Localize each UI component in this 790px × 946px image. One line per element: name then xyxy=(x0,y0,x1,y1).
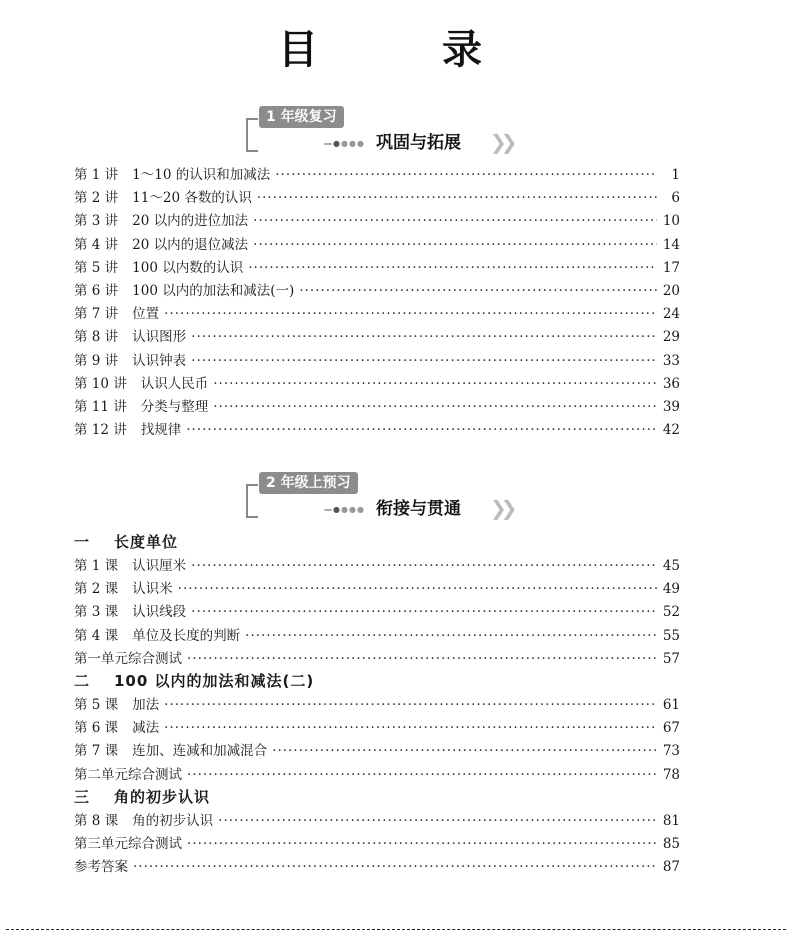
page-number: 85 xyxy=(662,835,680,852)
page-number: 14 xyxy=(662,236,680,253)
dots-decoration: —●●●● xyxy=(324,505,365,514)
toc-entry[interactable] xyxy=(74,832,680,855)
dot-leader xyxy=(164,306,657,322)
entry-label: 第 12 讲 xyxy=(74,422,127,439)
toc-entry[interactable] xyxy=(74,186,680,209)
double-chevron-right-icon: ❯❯ xyxy=(490,496,512,520)
entry-title: 角的初步认识 xyxy=(132,812,214,829)
toc-entry[interactable] xyxy=(74,739,680,762)
dot-leader xyxy=(275,167,657,183)
dot-leader xyxy=(178,581,657,597)
entry-title: 20 以内的退位减法 xyxy=(132,236,249,253)
unit-heading xyxy=(74,786,680,809)
toc-entry[interactable] xyxy=(74,325,680,348)
page-title: 目 录 xyxy=(278,27,524,73)
entry-title: 找规律 xyxy=(140,422,182,439)
toc-entry[interactable] xyxy=(74,372,680,395)
page-number: 49 xyxy=(662,581,680,598)
entry-label: 第 6 课 xyxy=(74,720,119,737)
toc-entry[interactable] xyxy=(74,855,680,878)
unit-number: 二 xyxy=(74,671,91,690)
page-number: 57 xyxy=(662,650,680,667)
entry-label: 第 8 课 xyxy=(74,812,119,829)
entry-title: 认识图形 xyxy=(132,329,187,346)
entry-label: 第 3 讲 xyxy=(74,213,119,230)
dot-leader xyxy=(191,558,657,574)
unit-title: 长度单位 xyxy=(114,533,179,551)
entry-label: 第 2 课 xyxy=(74,581,119,598)
entry-label: 第 5 课 xyxy=(74,696,119,713)
toc-entry[interactable] xyxy=(74,279,680,302)
page-number: 81 xyxy=(662,812,680,829)
entry-title: 第三单元综合测试 xyxy=(74,835,182,852)
toc-entry[interactable] xyxy=(74,395,680,418)
toc-entry[interactable] xyxy=(74,163,680,186)
section-subtitle: 衔接与贯通 xyxy=(376,499,461,519)
entry-title: 第二单元综合测试 xyxy=(74,766,182,783)
toc-entry[interactable] xyxy=(74,577,680,600)
unit-title: 角的初步认识 xyxy=(114,787,211,806)
dashed-divider xyxy=(6,929,786,930)
entry-title: 认识钟表 xyxy=(132,352,187,369)
page-number: 39 xyxy=(662,398,680,415)
dot-leader xyxy=(191,329,657,345)
entry-title: 位置 xyxy=(132,306,160,323)
page-number: 78 xyxy=(662,766,680,783)
page-number: 52 xyxy=(662,604,680,621)
section-header-grade1 xyxy=(244,106,524,158)
dot-leader xyxy=(257,190,657,206)
page-number: 29 xyxy=(662,329,680,346)
entry-title: 认识线段 xyxy=(132,604,187,621)
section-tag: 1 年级复习 xyxy=(259,106,344,128)
toc-entry[interactable] xyxy=(74,302,680,325)
toc-entry[interactable] xyxy=(74,418,680,441)
entry-title: 100 以内的加法和减法(一) xyxy=(132,282,295,299)
page-number: 67 xyxy=(662,720,680,737)
entry-title: 减法 xyxy=(132,720,160,737)
dot-leader xyxy=(186,422,657,438)
dot-leader xyxy=(299,283,657,299)
unit-heading xyxy=(74,531,680,554)
toc-entry[interactable] xyxy=(74,256,680,279)
page-number: 45 xyxy=(662,558,680,574)
dot-leader xyxy=(248,260,657,276)
dot-leader xyxy=(272,743,657,759)
entry-label: 第 7 讲 xyxy=(74,306,119,323)
entry-label: 第 6 讲 xyxy=(74,282,119,299)
entry-label: 第 5 讲 xyxy=(74,259,119,276)
dot-leader xyxy=(213,399,657,415)
dot-leader xyxy=(187,767,657,783)
dot-leader xyxy=(253,237,657,253)
toc-section-2 xyxy=(74,531,680,878)
dot-leader xyxy=(213,376,657,392)
entry-label: 第 4 讲 xyxy=(74,236,119,253)
page-number: 6 xyxy=(671,190,680,207)
page-number: 36 xyxy=(662,375,680,392)
toc-entry[interactable] xyxy=(74,209,680,232)
dot-leader xyxy=(187,836,657,852)
page-number: 73 xyxy=(662,743,680,760)
unit-heading xyxy=(74,670,680,693)
dot-leader xyxy=(191,604,657,620)
entry-title: 加法 xyxy=(132,696,160,713)
page-number: 20 xyxy=(662,282,680,299)
toc-entry[interactable] xyxy=(74,554,680,577)
entry-label: 第 9 讲 xyxy=(74,352,119,369)
page-number: 55 xyxy=(662,627,680,644)
toc-entry[interactable] xyxy=(74,716,680,739)
page-number: 33 xyxy=(662,352,680,369)
dot-leader xyxy=(191,353,657,369)
section-bracket xyxy=(246,118,258,152)
dot-leader xyxy=(187,651,657,667)
entry-label: 第 7 课 xyxy=(74,743,119,760)
toc-entry[interactable] xyxy=(74,763,680,786)
page-number: 10 xyxy=(662,213,680,230)
toc-entry[interactable] xyxy=(74,349,680,372)
entry-title: 1～10 的认识和加减法 xyxy=(132,167,271,183)
dot-leader xyxy=(253,213,657,229)
dot-leader xyxy=(133,859,657,875)
double-chevron-right-icon: ❯❯ xyxy=(490,130,512,154)
entry-label: 第 2 讲 xyxy=(74,190,119,207)
entry-title: 100 以内数的认识 xyxy=(132,259,244,276)
page-number: 17 xyxy=(662,259,680,276)
dot-leader xyxy=(245,628,657,644)
entry-label: 第 4 课 xyxy=(74,627,119,644)
entry-label: 第 1 课 xyxy=(74,558,119,574)
section-subtitle: 巩固与拓展 xyxy=(376,133,461,153)
entry-title: 分类与整理 xyxy=(140,398,209,415)
entry-title: 连加、连减和加减混合 xyxy=(132,743,268,760)
toc-entry[interactable] xyxy=(74,809,680,832)
entry-title: 认识米 xyxy=(132,581,173,598)
unit-title: 100 以内的加法和减法(二) xyxy=(114,671,315,690)
entry-title: 认识厘米 xyxy=(132,558,187,574)
entry-title: 第一单元综合测试 xyxy=(74,650,182,667)
section-header-grade2 xyxy=(244,472,524,524)
unit-number: 三 xyxy=(74,787,91,806)
toc-entry[interactable] xyxy=(74,233,680,256)
entry-title: 20 以内的进位加法 xyxy=(132,213,249,230)
entry-label: 第 3 课 xyxy=(74,604,119,621)
dot-leader xyxy=(218,813,657,829)
dot-leader xyxy=(164,697,657,713)
toc-entry[interactable] xyxy=(74,647,680,670)
page-number: 24 xyxy=(662,306,680,323)
entry-title: 单位及长度的判断 xyxy=(132,627,241,644)
entry-label: 第 10 讲 xyxy=(74,375,127,392)
toc-entry[interactable] xyxy=(74,624,680,647)
entry-title: 参考答案 xyxy=(74,859,128,876)
entry-label: 第 1 讲 xyxy=(74,167,119,183)
unit-number: 一 xyxy=(74,533,91,551)
entry-label: 第 8 讲 xyxy=(74,329,119,346)
entry-title: 认识人民币 xyxy=(140,375,209,392)
entry-title: 11～20 各数的认识 xyxy=(132,190,252,207)
toc-section-1 xyxy=(74,163,680,441)
entry-label: 第 11 讲 xyxy=(74,398,127,415)
page-number: 61 xyxy=(662,696,680,713)
page-number: 42 xyxy=(662,422,680,439)
toc-entry[interactable] xyxy=(74,600,680,623)
toc-entry[interactable] xyxy=(74,693,680,716)
section-bracket xyxy=(246,484,258,518)
page-number: 1 xyxy=(671,167,680,183)
page-number: 87 xyxy=(662,859,680,876)
section-tag: 2 年级上预习 xyxy=(259,472,358,494)
dot-leader xyxy=(164,720,657,736)
dots-decoration: —●●●● xyxy=(324,139,365,148)
